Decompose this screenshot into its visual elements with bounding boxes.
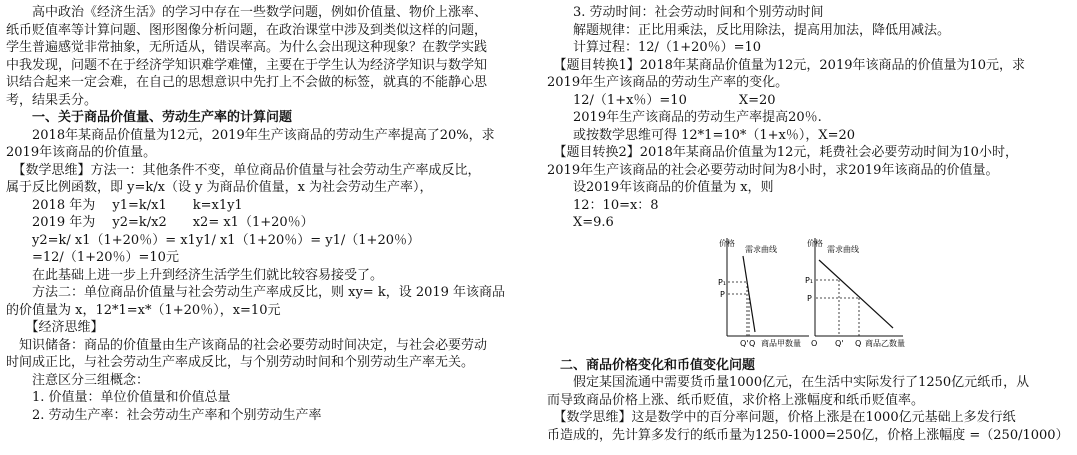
left-text-line: 【经济思维】 [6,320,104,335]
fig2-p1: P₁ [805,275,814,285]
right-text-line: 【题目转换1】2018年某商品价值量为12元，2019年该商品的价值量为10元，求 [547,57,1026,73]
fig1-curve-label: 需求曲线 [745,244,777,254]
left-text-line: 在此基础上进一步上升到经济生活学生们就比较容易接受了。 [6,267,384,283]
section-heading: 二、商品价格变化和币值变化问题 [547,357,756,373]
left-text-line: 2019年该商品的价值量。 [6,145,157,160]
left-text-line: 属于反比例函数，即 y=k/x（设 y 为商品价值量，x 为社会劳动生产率）， [6,180,433,195]
demand-figure-1 [718,238,809,348]
right-text-line: 设2019年该商品的价值量为 x，则 [547,180,774,195]
right-text-line: 12/（1+x％）=10 X=20 [547,92,776,108]
demand-curve-diagrams [547,232,1071,357]
right-text-line: 2019年生产该商品的劳动生产率的变化。 [547,75,789,90]
right-text-line: 2019年生产该商品的社会必要劳动时间为8小时，求2019年该商品的价值量。 [547,162,999,178]
fig1-ylabel: 价格 [719,238,735,248]
left-text-line: 高中政治《经济生活》的学习中存在一些数学问题，例如价值量、物价上涨率、 [6,5,488,20]
left-text-line: 识结合起来一定会难，在自己的思想意识中先打上不会做的标签，就真的不能静心思 [6,75,488,90]
fig2-xlabel: 商品乙数量 [865,338,905,348]
right-text-line: 假定某国流通中需要货币量1000亿元，在生活中实际发行了1250亿元纸币，从 [547,375,1030,390]
right-text-line: 2019年生产该商品的劳动生产率提高20％. [547,110,822,125]
right-text-line: 【数学思维】这是数学中的百分率问题，价格上涨是在1000亿元基础上多发行纸 [547,410,1016,425]
fig1-xlabel: 商品甲数量 [761,338,801,348]
left-text-line: 考，结果丢分。 [6,92,98,108]
demand-figure-2 [805,238,905,348]
fig1-p1: P₁ [718,277,727,287]
left-text-line: 2018年某商品价值量为12元，2019年生产该商品的劳动生产率提高了20%，求 [6,127,495,143]
fig1-p: P [720,289,725,299]
right-column-bottom-text [547,357,1071,445]
left-text-line: 方法二：单位商品价值量与社会劳动生产率成反比，则 xy= k，设 2019 年该商品 [6,285,506,300]
left-text-line: 注意区分三组概念： [6,372,150,388]
fig2-xtick1: Q' [835,338,844,348]
fig1-xtick1: Q' [740,338,749,348]
demand-curve-figures [547,232,1071,357]
section-heading: 一、关于商品价值量、劳动生产率的计算问题 [6,110,293,125]
left-text-line: 的价值量为 x，12*1=x*（1+20％），x=10元 [6,302,281,318]
right-column-top-text [547,4,1071,232]
left-text-line: y2=k/ x1（1+20％）= x1y1/ x1（1+20％）= y1/（1+20％） [6,232,420,248]
left-text-line: 时间成正比，与社会劳动生产率成反比，与个别劳动时间和个别劳动生产率无关。 [6,355,475,370]
left-text-line: 【数学思维】方法一：其他条件不变，单位商品价值量与社会劳动生产率成反比， [6,162,481,178]
left-text-line: 中我发现，问题不在于经济学知识难学难懂，主要在于学生认为经济学知识与数学知 [6,57,488,73]
right-text-line: 而导致商品价格上涨、纸币贬值，求价格上涨幅度和纸币贬值率。 [547,392,925,408]
right-text-line: 12：10=x：8 [547,197,659,213]
left-text-line: 学生普遍感觉非常抽象，无所适从，错误率高。为什么会出现这种现象？在教学实践 [6,40,488,55]
left-text-line: 知识储备：商品的价值量由生产该商品的社会必要劳动时间决定，与社会必要劳动 [6,337,488,353]
fig2-xtick2: Q [855,338,862,348]
right-text-line: 计算过程：12/（1+20％）=10 [547,40,762,55]
right-text-line: 3. 劳动时间：社会劳动时间和个别劳动时间 [547,5,824,20]
left-text-line: 1. 价值量：单位价值量和价值总量 [6,390,231,405]
left-column [6,4,534,424]
right-text-line: 币造成的，先计算多发行的纸币量为1250-1000=250亿，价格上涨幅度 =（250/1000） [547,427,1069,443]
right-text-line: 解题规律：正比用乘法，反比用除法，提高用加法，降低用减法。 [547,22,951,38]
fig2-p: P [807,293,812,303]
fig2-origin: O [811,338,818,348]
right-column [547,4,1071,444]
right-text-line: 或按数学思维可得 12*1=10*（1+x％），X=20 [547,127,856,143]
left-text-line: 2019 年为 y2=k/x2 x2= x1（1+20％） [6,215,314,230]
left-text-line: 2. 劳动生产率：社会劳动生产率和个别劳动生产率 [6,407,322,423]
right-text-line: 【题目转换2】2018年某商品价值量为12元，耗费社会必要劳动时间为10小时， [547,145,1018,160]
fig2-ylabel: 价格 [807,238,823,248]
left-text-line: 2018 年为 y1=k/x1 k=x1y1 [6,197,243,213]
left-text-line: =12/（1+20％）=10元 [6,250,179,265]
fig2-curve-label: 需求曲线 [827,244,859,254]
left-text-line: 纸币贬值率等计算问题、图形图像分析问题，在政治课堂中涉及到类似这样的问题， [6,22,488,38]
fig1-xtick2: Q [749,338,756,348]
right-text-line: X=9.6 [547,215,614,230]
